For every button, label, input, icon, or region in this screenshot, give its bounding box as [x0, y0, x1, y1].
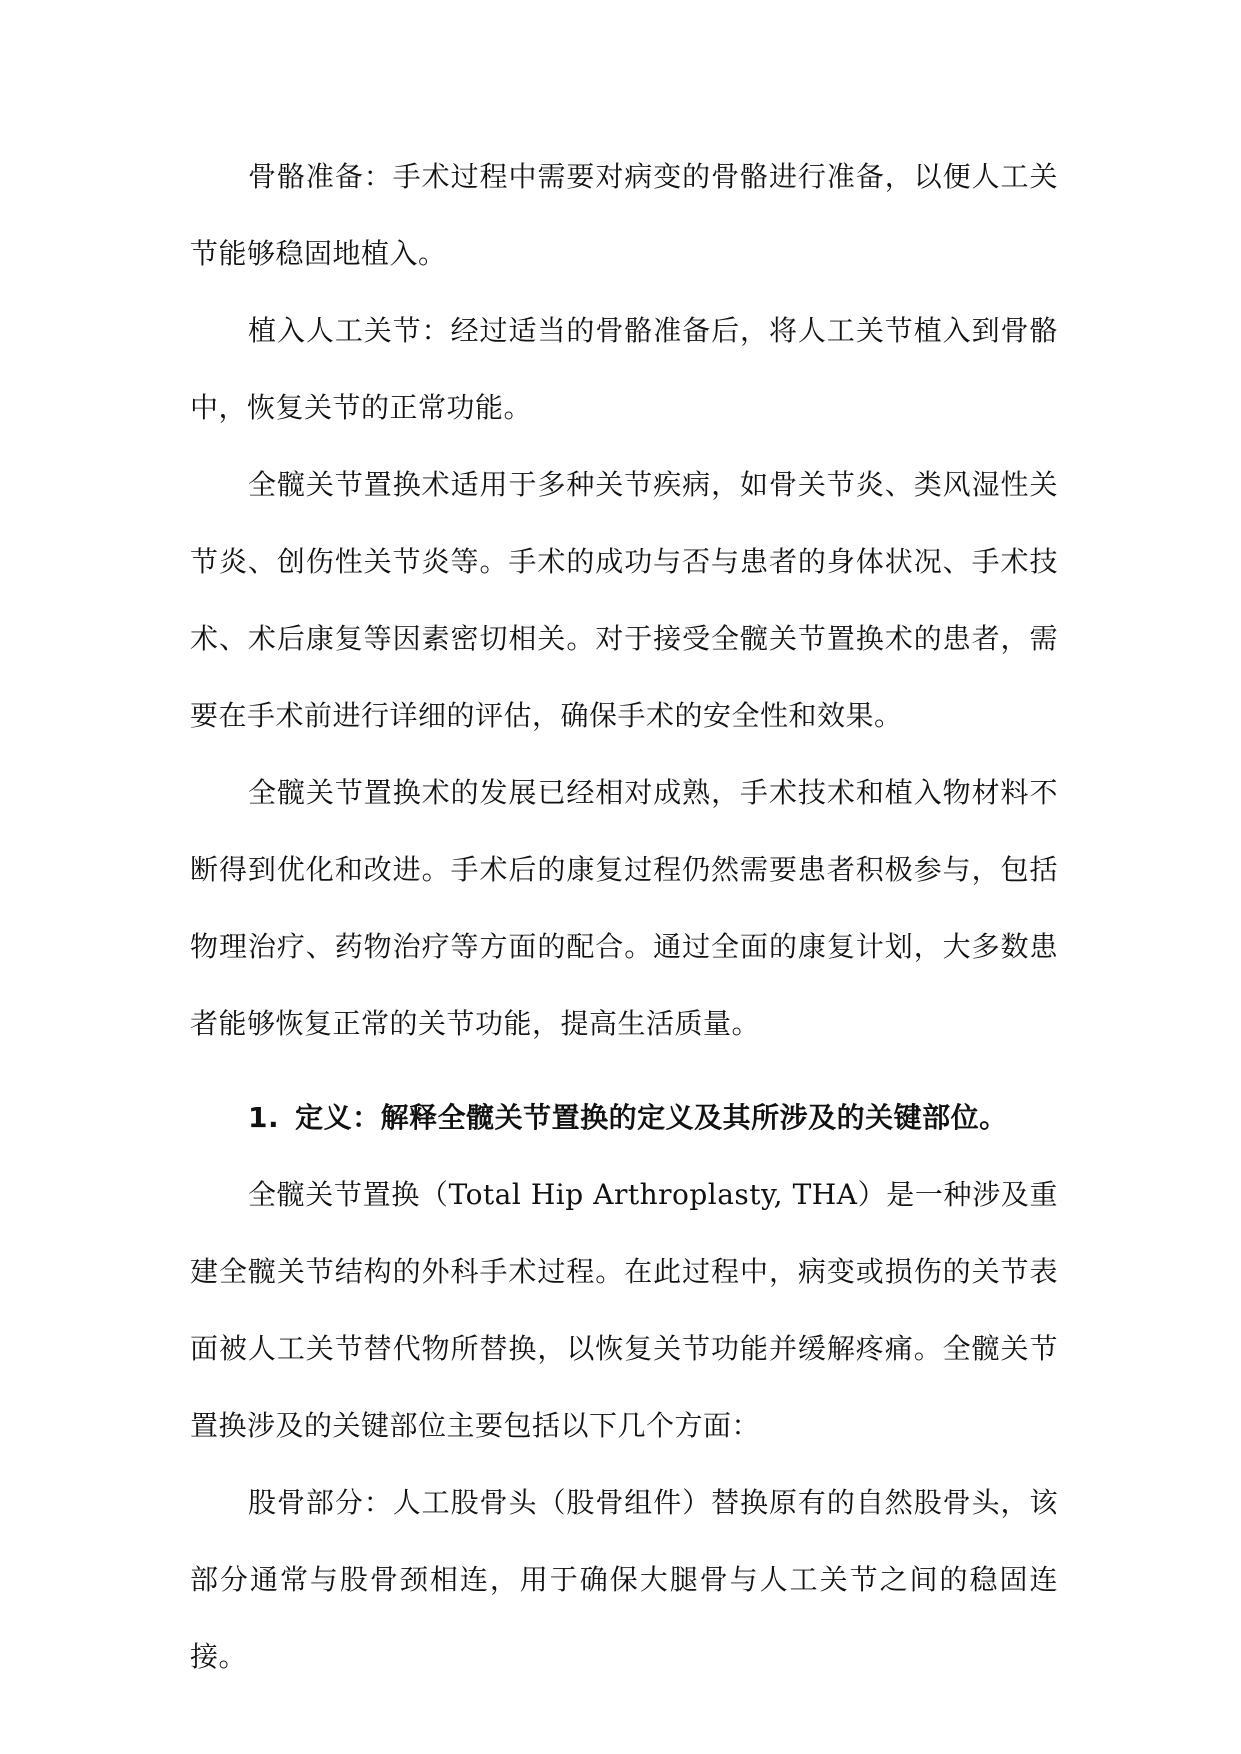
- paragraph-femoral-component: 股骨部分：人工股骨头（股骨组件）替换原有的自然股骨头，该部分通常与股骨颈相连，用于确保大腿骨与人工关节之间的稳固连接。: [190, 1486, 1058, 1673]
- section-heading: [190, 1079, 1058, 1156]
- paragraph-development: 全髋关节置换术的发展已经相对成熟，手术技术和植入物材料不断得到优化和改进。手术后的康复过程仍然需要患者积极参与，包括物理治疗、药物治疗等方面的配合。通过全面的康复计划，大多数患者能够恢复正常的关节功能，提高生活质量。: [190, 776, 1058, 1040]
- paragraph-implant-joint: 植入人工关节：经过适当的骨骼准备后，将人工关节植入到骨骼中，恢复关节的正常功能。: [190, 314, 1058, 424]
- section-number: 1.: [248, 1101, 280, 1134]
- paragraph-indications: 全髋关节置换术适用于多种关节疾病，如骨关节炎、类风湿性关节炎、创伤性关节炎等。手术的成功与否与患者的身体状况、手术技术、术后康复等因素密切相关。对于接受全髋关节置换术的患者，需要在手术前进行详细的评估，确保手术的安全性和效果。: [190, 468, 1058, 732]
- document-body: [190, 138, 1058, 1695]
- paragraph-bone-preparation: 骨骼准备：手术过程中需要对病变的骨骼进行准备，以便人工关节能够稳固地植入。: [190, 160, 1058, 270]
- paragraph-definition: 全髋关节置换（Total Hip Arthroplasty, THA）是一种涉及重建全髋关节结构的外科手术过程。在此过程中，病变或损伤的关节表面被人工关节替代物所替换，以恢复关节功能并缓解疼痛。全髋关节置换涉及的关键部位主要包括以下几个方面：: [190, 1178, 1058, 1442]
- section-title: 定义：解释全髋关节置换的定义及其所涉及的关键部位。: [295, 1101, 1008, 1134]
